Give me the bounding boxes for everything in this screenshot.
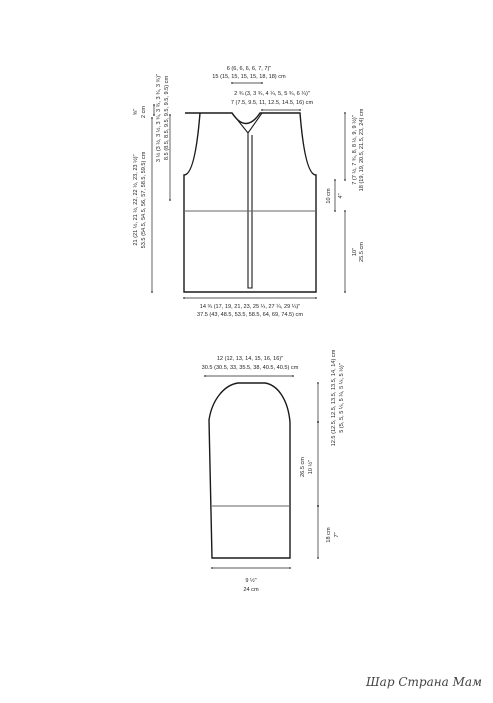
vest-pocket-cm: 10 cm bbox=[326, 188, 332, 204]
vest-neck-depth-in: ⅝" bbox=[133, 108, 139, 116]
sleeve-mid-in: 10 ½" bbox=[308, 459, 314, 475]
sleeve-cuff-in: 7" bbox=[334, 532, 340, 538]
sleeve-cap-cm: 12.5 (12.5, 12.5, 13.5, 13.5, 14, 14) cm bbox=[331, 349, 337, 447]
vest-total-length-cm: 53.5 (54.5, 54.5, 56, 57, 58.5, 59.5) cm bbox=[141, 151, 147, 249]
vest-back-neck-in: 6 (6, 6, 6, 6, 7, 7)" bbox=[226, 66, 272, 72]
vest-back-neck-cm: 15 (15, 15, 15, 15, 18, 18) cm bbox=[212, 74, 286, 80]
sleeve-top-cm: 30.5 (30.5, 33, 35.5, 38, 40.5, 40.5) cm bbox=[201, 365, 299, 371]
sleeve-cap-in: 5 (5, 5, 5 ¼, 5 ¼, 5 ¼, 5 ½)" bbox=[339, 363, 345, 433]
vest-shoulder-in: 2 ¾ (3, 3 ¾, 4 ¼, 5, 5 ¾, 6 ¼)" bbox=[234, 91, 310, 97]
vest-outline bbox=[184, 113, 316, 292]
vest-diagram bbox=[132, 66, 365, 318]
vest-armhole-in: 7 (7 ½, 7 ¾, 8, 8 ½, 9, 9 ½)" bbox=[352, 115, 358, 185]
watermark-text: Шар Страна Мам bbox=[365, 675, 482, 689]
vest-width-cm: 37.5 (43, 48.5, 53.5, 58.5, 64, 69, 74.5) cm bbox=[196, 312, 304, 318]
vest-neckline bbox=[232, 113, 262, 288]
vest-width-in: 14 ¾ (17, 19, 21, 23, 25 ¼, 27 ¼, 29 ¼)" bbox=[199, 304, 301, 310]
vest-shoulder-cm: 7 (7.5, 9.5, 11, 12.5, 14.5, 16) cm bbox=[230, 100, 314, 106]
sleeve-outline bbox=[209, 383, 290, 558]
vest-neck-depth-cm: 2 cm bbox=[141, 105, 147, 119]
vest-total-length-in: 21 (21 ½, 21 ½, 22, 22 ½, 23, 23 ½)" bbox=[133, 154, 139, 246]
vest-lower-cm: 25.5 cm bbox=[359, 242, 365, 262]
sleeve-top-in: 12 (12, 13, 14, 15, 16, 16)" bbox=[216, 356, 284, 362]
sleeve-diagram bbox=[202, 349, 345, 593]
vest-shoulder-depth-in: 3 ½ (3 ½, 3 ½, 3 ¾, 3 ¾, 3 ¾, 3 ¾)" bbox=[156, 73, 162, 163]
sleeve-cuff-cm: 18 cm bbox=[326, 527, 332, 543]
vest-pocket-in: 4" bbox=[338, 193, 344, 199]
vest-shoulder-depth-cm: 8.5 (8.5, 8.5, 9.5, 9.5, 9.5, 9.5) cm bbox=[164, 75, 170, 161]
vest-armhole-cm: 18 (19, 19, 20.5, 21.5, 23, 24) cm bbox=[359, 108, 365, 192]
sleeve-mid-cm: 26.5 cm bbox=[300, 457, 306, 477]
vest-lower-in: 10" bbox=[352, 247, 358, 257]
sleeve-width-cm: 24 cm bbox=[243, 587, 259, 593]
sleeve-width-in: 9 ½" bbox=[245, 578, 257, 584]
